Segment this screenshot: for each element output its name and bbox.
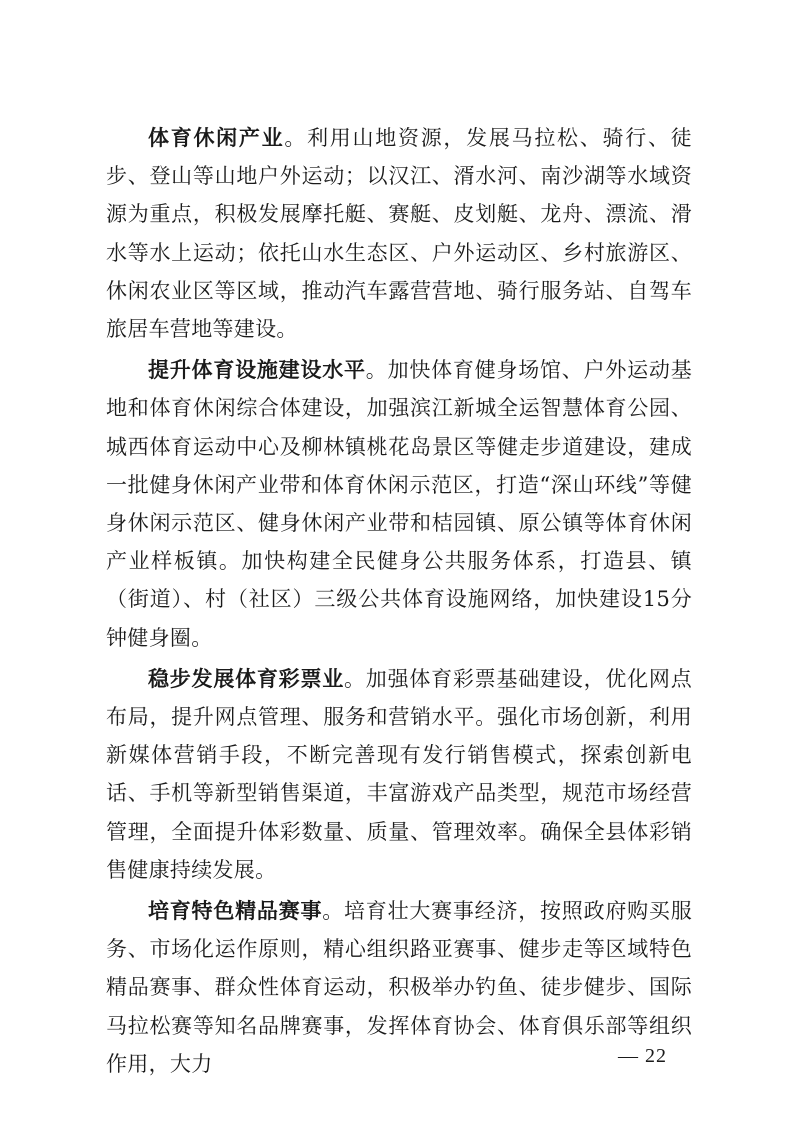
paragraph-text: 。培育壮大赛事经济，按照政府购买服务、市场化运作原则，精心组织路亚赛事、健步走等区域特色精品赛事、群众性体育运动，积极举办钓鱼、徒步健步、国际马拉松赛等知名品牌赛事，发挥体育协会、体育俱乐部等组织作用，大力	[106, 899, 692, 1076]
paragraph-featured-events	[106, 892, 692, 1083]
page-number: — 22	[618, 1045, 667, 1067]
paragraph-heading: 稳步发展体育彩票业	[148, 666, 345, 691]
paragraph-text: 。加快体育健身场馆、户外运动基地和体育休闲综合体建设，加强滨江新城全运智慧体育公园、城西体育运动中心及柳林镇桃花岛景区等健走步道建设，建成一批健身休闲产业带和体育休闲示范区，打造“深山环线”等健身休闲示范区、健身休闲产业带和桔园镇、原公镇等体育休闲产业样板镇。加快构建全民健身公共服务体系，打造县、镇（街道）、村（社区）三级公共体育设施网络，加快建设15分钟健身圈。	[106, 358, 693, 650]
paragraph-heading: 体育休闲产业	[148, 126, 285, 150]
paragraph-heading: 提升体育设施建设水平	[148, 358, 366, 383]
body-text	[106, 119, 692, 1086]
paragraph-sports-leisure-industry	[106, 119, 692, 348]
paragraph-text: 。利用山地资源，发展马拉松、骑行、徒步、登山等山地户外运动；以汉江、湑水河、南沙湖等水域资源为重点，积极发展摩托艇、赛艇、皮划艇、龙舟、漂流、滑水等水上运动；依托山水生态区、户外运动区、乡村旅游区、休闲农业区等区域，推动汽车露营营地、骑行服务站、自驾车旅居车营地等建设。	[106, 126, 692, 342]
paragraph-heading: 培育特色精品赛事	[148, 899, 323, 924]
paragraph-text: 。加强体育彩票基础建设，优化网点布局，提升网点管理、服务和营销水平。强化市场创新，利用新媒体营销手段，不断完善现有发行销售模式，探索创新电话、手机等新型销售渠道，丰富游戏产品类型，规范市场经营管理，全面提升体彩数量、质量、管理效率。确保全县体彩销售健康持续发展。	[106, 666, 692, 882]
paragraph-facilities-construction	[106, 351, 692, 657]
paragraph-sports-lottery	[106, 660, 692, 889]
